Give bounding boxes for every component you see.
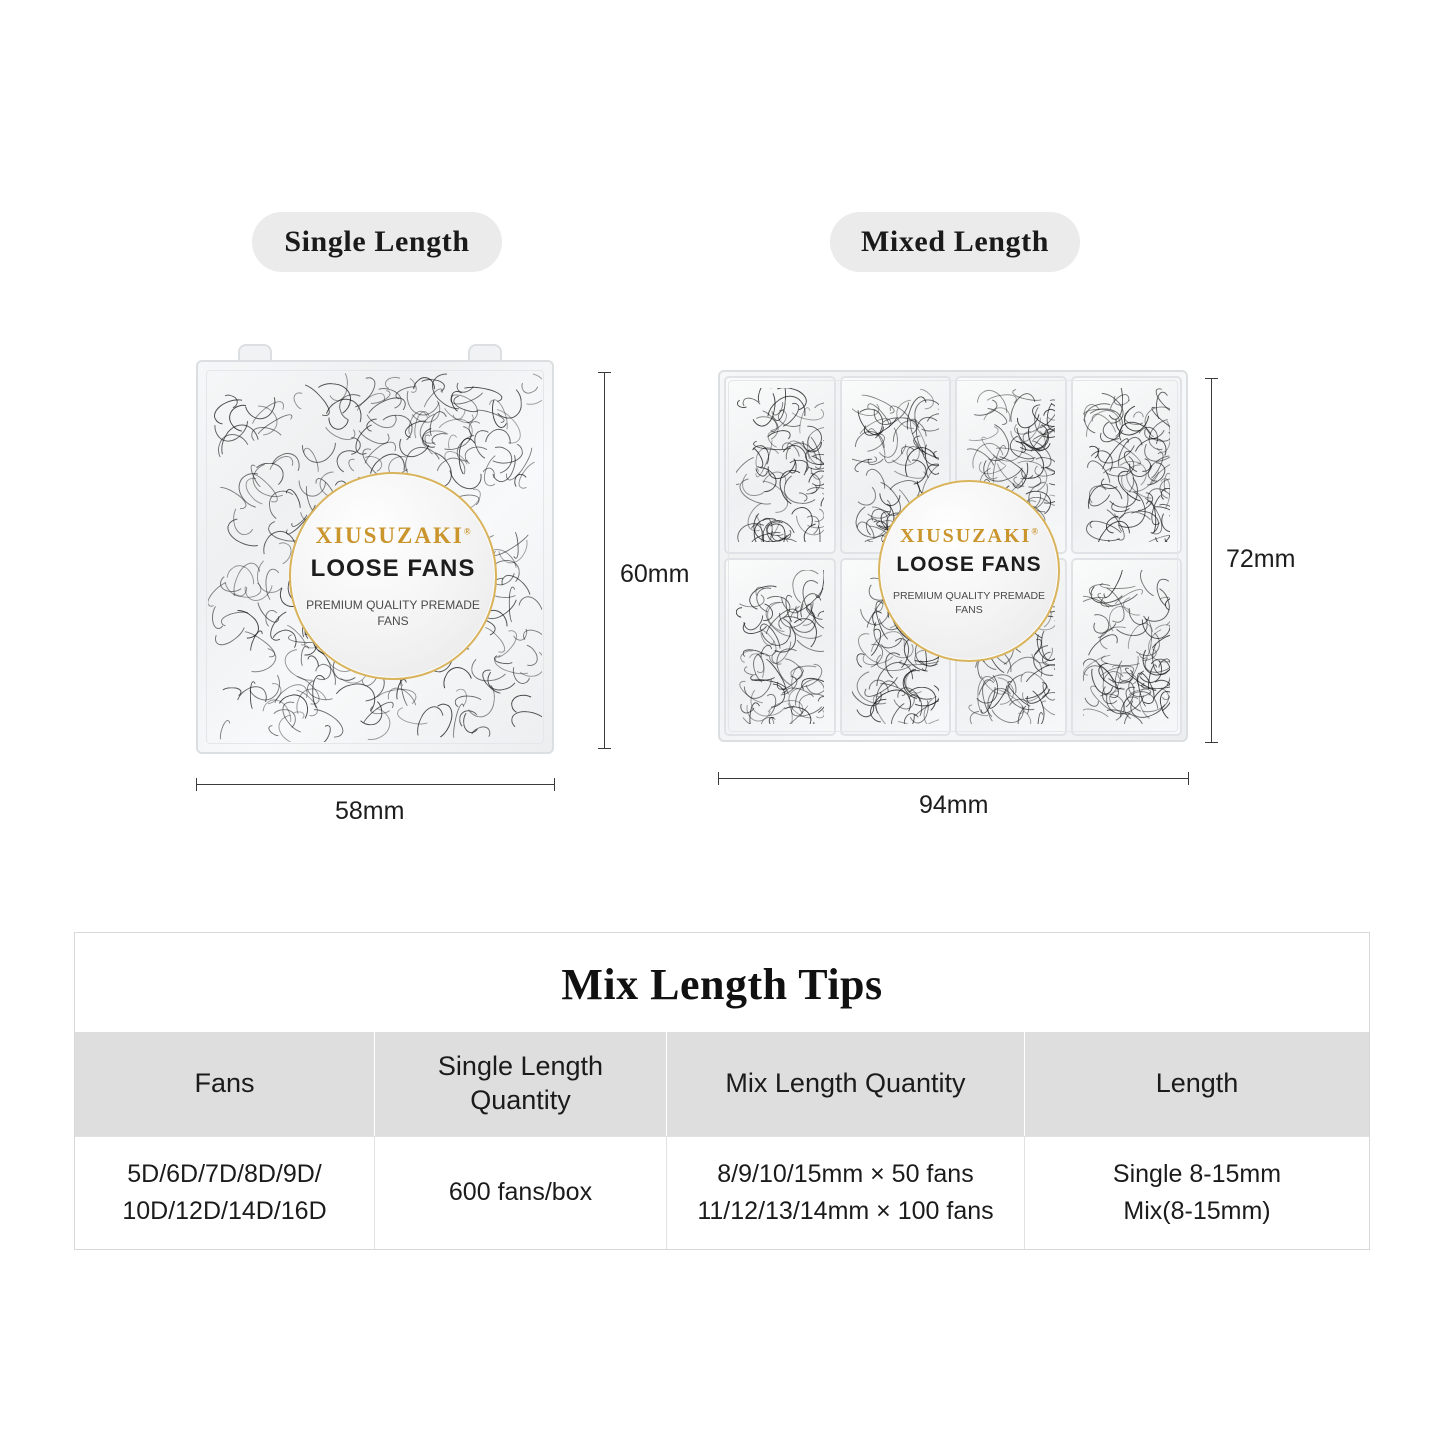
box-clip-left	[238, 344, 272, 360]
table-cell-mix-quantity-line1: 8/9/10/15mm × 50 fans	[717, 1160, 974, 1189]
compartment	[1071, 558, 1183, 736]
label-subtitle-line1: PREMIUM QUALITY	[306, 597, 418, 612]
compartment-lash-texture	[736, 570, 824, 724]
mix-length-tips-table	[74, 932, 1370, 1250]
single-width-cap-left	[196, 778, 197, 791]
mixed-width-cap-right	[1188, 772, 1189, 785]
table-header-mix-quantity	[667, 1032, 1025, 1136]
table-header-length	[1025, 1032, 1369, 1136]
table-header-length-line1: Length	[1155, 1067, 1239, 1098]
mixed-width-dim-line	[718, 778, 1188, 779]
table-header-fans	[75, 1032, 375, 1136]
single-width-label: 58mm	[335, 797, 405, 825]
table-cell-single-quantity-line1: 600 fans/box	[448, 1178, 593, 1207]
mixed-length-product-image	[718, 370, 1188, 742]
single-width-dim-line	[196, 784, 554, 785]
compartment	[724, 376, 836, 554]
mixed-width-cap-left	[718, 772, 719, 785]
brand-name-mixed: XIUSUZAKI®	[899, 524, 1039, 547]
single-length-product-image	[196, 360, 554, 754]
table-header-single-quantity-line2: Quantity	[470, 1084, 571, 1115]
table-cell-mix-quantity-line2: 11/12/13/14mm × 100 fans	[697, 1196, 994, 1225]
table-cell-fans	[75, 1137, 375, 1249]
single-height-dim-line	[604, 372, 605, 748]
compartment-lash-texture	[1083, 570, 1171, 724]
table-header-fans-line1: Fans	[194, 1067, 255, 1098]
mixed-height-cap-bottom	[1205, 742, 1218, 743]
table-header-single-quantity	[375, 1032, 667, 1136]
table-cell-fans-line1: 5D/6D/7D/8D/9D/	[127, 1160, 322, 1189]
brand-label-disc-single	[289, 472, 497, 680]
single-height-cap-top	[598, 372, 611, 373]
table-cell-single-quantity	[375, 1137, 667, 1249]
mixed-width-label: 94mm	[919, 791, 989, 819]
single-height-label: 60mm	[620, 560, 690, 588]
label-subtitle-mixed-line2: PREMADE FANS	[955, 589, 1046, 616]
single-height-cap-bottom	[598, 748, 611, 749]
box-clip-right	[468, 344, 502, 360]
label-subtitle	[291, 597, 495, 629]
brand-label-disc-mixed	[878, 480, 1060, 662]
compartment-lash-texture	[1083, 388, 1171, 542]
mixed-height-dim-line	[1211, 378, 1212, 742]
compartment	[724, 558, 836, 736]
table-header-single-quantity-line1: Single Length	[437, 1051, 604, 1081]
table-row	[75, 1136, 1369, 1249]
compartment	[1071, 376, 1183, 554]
brand-name: XIUSUZAKI®	[315, 522, 471, 548]
table-cell-fans-line2: 10D/12D/14D/16D	[122, 1196, 327, 1225]
table-header-row	[75, 1032, 1369, 1136]
trademark-symbol-mixed: ®	[1031, 526, 1039, 537]
table-title: Mix Length Tips	[561, 960, 883, 1009]
compartment-lash-texture	[736, 388, 824, 542]
label-subtitle-mixed-line1: PREMIUM QUALITY	[892, 589, 991, 602]
mixed-length-pill: Mixed Length	[830, 212, 1080, 272]
table-cell-mix-quantity	[667, 1137, 1025, 1249]
single-width-cap-right	[554, 778, 555, 791]
label-subtitle-line2: PREMADE FANS	[377, 597, 480, 628]
table-header-mix-quantity-line1: Mix Length Quantity	[725, 1067, 966, 1098]
table-cell-length-line2: Mix(8-15mm)	[1123, 1196, 1271, 1225]
table-cell-length-line1: Single 8-15mm	[1112, 1160, 1282, 1189]
mixed-height-label: 72mm	[1226, 545, 1296, 573]
trademark-symbol: ®	[463, 526, 471, 537]
label-title: LOOSE FANS	[310, 554, 476, 582]
label-subtitle-mixed	[880, 589, 1058, 617]
label-title-mixed: LOOSE FANS	[896, 552, 1042, 576]
single-length-pill: Single Length	[252, 212, 502, 272]
mixed-height-cap-top	[1205, 378, 1218, 379]
table-cell-length	[1025, 1137, 1369, 1249]
